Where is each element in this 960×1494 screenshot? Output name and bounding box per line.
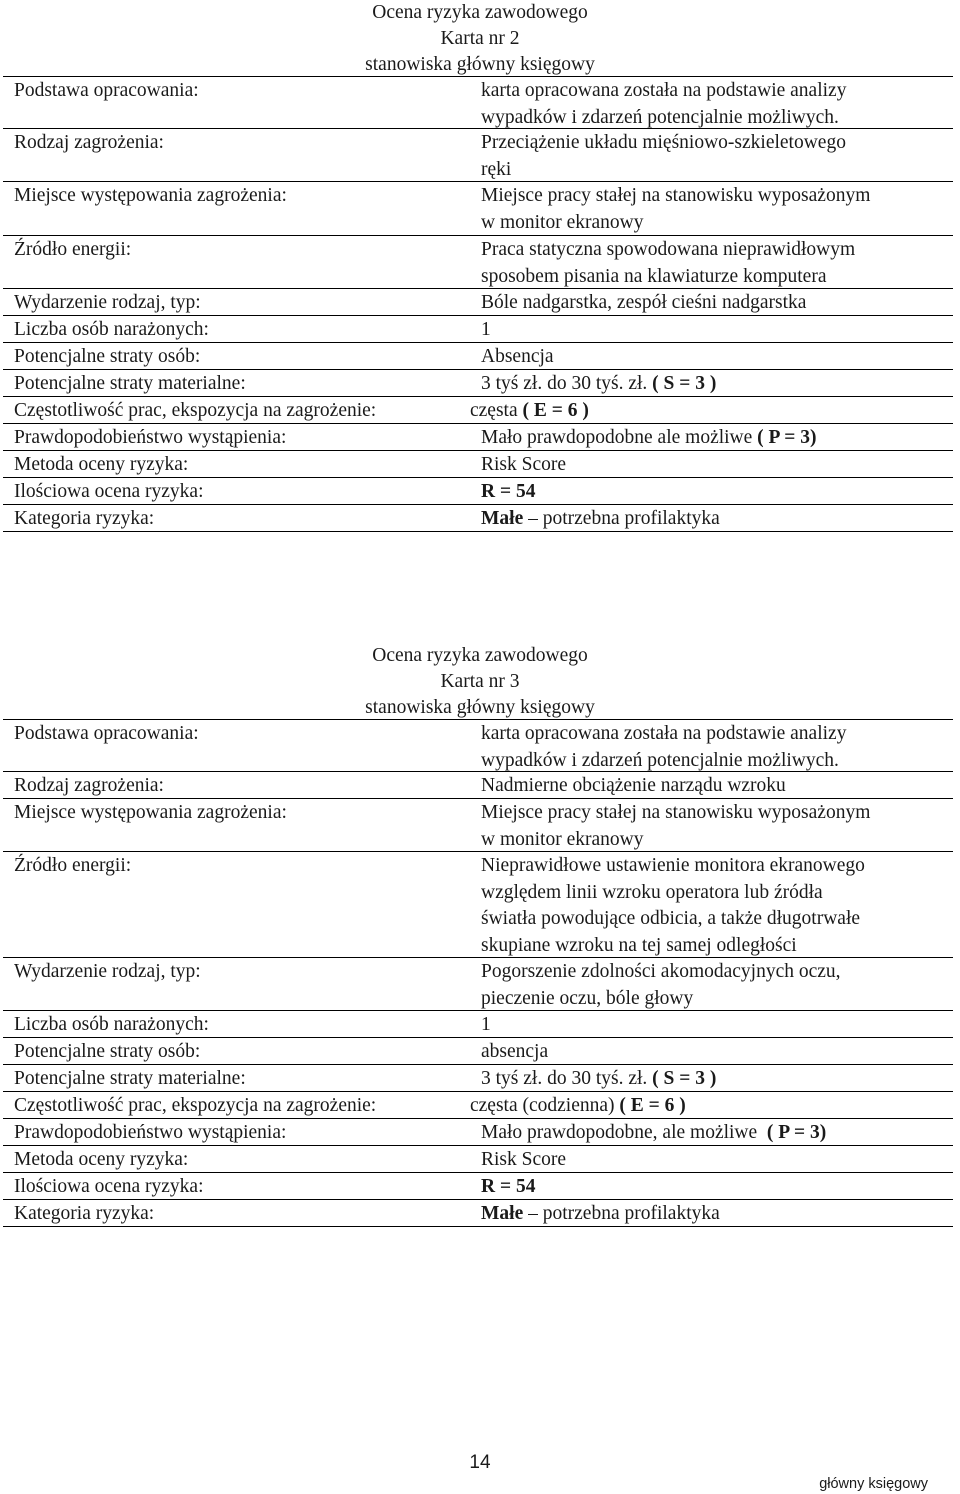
table-row — [3, 771, 953, 799]
row-value — [481, 721, 846, 774]
value-line: Praca statyczna spowodowana nieprawidłowym — [481, 239, 856, 260]
value-line: Przeciążenie układu mięśniowo-szkieletowego — [481, 132, 846, 153]
card-number: Karta nr 2 — [440, 28, 520, 49]
row-label: Ilościowa ocena ryzyka: — [14, 481, 204, 502]
table-row — [3, 181, 953, 236]
row-value — [481, 506, 720, 533]
value-text: 3 tyś zł. do 30 tyś. zł. — [481, 1068, 653, 1089]
row-label: Miejsce występowania zagrożenia: — [14, 185, 287, 206]
risk-card-2 — [0, 0, 960, 529]
table-row — [3, 396, 953, 424]
value-line: absencja — [481, 1041, 549, 1062]
table-row — [3, 504, 953, 532]
value-line: wypadków i zdarzeń potencjalnie możliwych. — [481, 749, 839, 771]
table-row — [3, 1118, 953, 1146]
table-row — [3, 76, 953, 129]
row-value — [481, 1012, 491, 1039]
table-row — [3, 342, 953, 370]
value-line: sposobem pisania na klawiaturze komputera — [481, 265, 827, 287]
value-text: częsta — [470, 400, 523, 421]
row-label: Wydarzenie rodzaj, typ: — [14, 292, 201, 313]
row-value — [481, 959, 841, 1012]
row-value — [481, 425, 816, 452]
value-bold: Małe — [481, 508, 524, 529]
row-value — [481, 1066, 716, 1093]
row-value — [481, 317, 491, 344]
value-text: Mało prawdopodobne, ale możliwe — [481, 1122, 763, 1143]
table-row — [3, 369, 953, 397]
value-line: względem linii wzroku operatora lub źródła — [481, 881, 823, 903]
value-line: karta opracowana została na podstawie analizy — [481, 723, 847, 744]
card-title-line1: Ocena ryzyka zawodowego — [372, 2, 588, 23]
risk-card-3 — [0, 643, 960, 1224]
value-bold: Małe — [481, 1203, 524, 1224]
table-row — [3, 288, 953, 316]
value-bold: ( P = 3) — [757, 427, 817, 448]
row-value — [481, 452, 566, 479]
table-bottom-border — [3, 531, 953, 532]
row-label: Metoda oceny ryzyka: — [14, 454, 189, 475]
value-bold: R = 54 — [481, 481, 536, 502]
value-line: ręki — [481, 158, 512, 180]
row-label: Metoda oceny ryzyka: — [14, 1149, 189, 1170]
row-value — [481, 1174, 535, 1201]
row-label: Ilościowa ocena ryzyka: — [14, 1176, 204, 1197]
value-line: 1 — [481, 1014, 491, 1035]
value-text: – potrzebna profilaktyka — [523, 508, 720, 529]
row-label: Kategoria ryzyka: — [14, 1203, 155, 1224]
card-position: stanowiska główny księgowy — [365, 697, 595, 718]
table-row — [3, 1037, 953, 1065]
row-value — [481, 773, 786, 800]
page-number: 14 — [469, 1452, 491, 1473]
row-value — [470, 398, 589, 425]
value-line: w monitor ekranowy — [481, 211, 644, 233]
row-value — [481, 1201, 720, 1228]
value-bold: ( E = 6 ) — [522, 400, 589, 421]
value-text: – potrzebna profilaktyka — [523, 1203, 720, 1224]
card-title — [0, 0, 960, 78]
value-line: Absencja — [481, 346, 554, 367]
table-row — [3, 315, 953, 343]
value-bold: ( S = 3 ) — [652, 373, 717, 394]
row-label: Częstotliwość prac, ekspozycja na zagrożenie: — [14, 1095, 377, 1116]
row-label: Podstawa opracowania: — [14, 80, 199, 101]
row-value — [481, 130, 846, 183]
value-line: Risk Score — [481, 454, 567, 475]
value-line: w monitor ekranowy — [481, 828, 644, 850]
row-label: Prawdopodobieństwo wystąpienia: — [14, 1122, 287, 1143]
value-bold: R = 54 — [481, 1176, 536, 1197]
table-row — [3, 128, 953, 182]
row-value — [481, 1039, 548, 1066]
row-value — [481, 1147, 566, 1174]
row-label: Podstawa opracowania: — [14, 723, 199, 744]
row-label: Liczba osób narażonych: — [14, 1014, 209, 1035]
card-title — [0, 643, 960, 721]
value-text: częsta (codzienna) — [470, 1095, 620, 1116]
value-line: pieczenie oczu, bóle głowy — [481, 987, 694, 1009]
row-value — [481, 344, 554, 371]
value-line: Pogorszenie zdolności akomodacyjnych oczu, — [481, 961, 841, 982]
value-bold: ( E = 6 ) — [619, 1095, 686, 1116]
footer-text: główny księgowy — [819, 1476, 928, 1492]
row-value — [481, 479, 535, 506]
value-line: Nadmierne obciążenie narządu wzroku — [481, 775, 786, 796]
table-row — [3, 423, 953, 451]
row-label: Potencjalne straty materialne: — [14, 1068, 246, 1089]
row-label: Rodzaj zagrożenia: — [14, 132, 164, 153]
row-value — [481, 1120, 826, 1147]
row-label: Potencjalne straty osób: — [14, 1041, 201, 1062]
card-position: stanowiska główny księgowy — [365, 54, 595, 75]
value-text: Mało prawdopodobne ale możliwe — [481, 427, 758, 448]
table-row — [3, 1172, 953, 1200]
value-line: wypadków i zdarzeń potencjalnie możliwych. — [481, 106, 839, 128]
row-label: Źródło energii: — [14, 239, 132, 260]
row-label: Rodzaj zagrożenia: — [14, 775, 164, 796]
row-value — [481, 237, 855, 290]
table-row — [3, 450, 953, 478]
row-label: Źródło energii: — [14, 855, 132, 876]
table-row — [3, 1091, 953, 1119]
row-value — [481, 290, 806, 317]
table-row — [3, 851, 953, 958]
table-row — [3, 235, 953, 289]
row-label: Częstotliwość prac, ekspozycja na zagrożenie: — [14, 400, 377, 421]
row-label: Kategoria ryzyka: — [14, 508, 155, 529]
row-value — [470, 1093, 686, 1120]
row-label: Potencjalne straty materialne: — [14, 373, 246, 394]
row-label: Prawdopodobieństwo wystąpienia: — [14, 427, 287, 448]
table-row — [3, 477, 953, 505]
value-text: 3 tyś zł. do 30 tyś. zł. — [481, 373, 653, 394]
row-value — [481, 78, 846, 131]
table-row — [3, 798, 953, 852]
table-row — [3, 1145, 953, 1173]
value-line: Risk Score — [481, 1149, 567, 1170]
value-line: 1 — [481, 319, 491, 340]
card-title-line1: Ocena ryzyka zawodowego — [372, 645, 588, 666]
table-row — [3, 1064, 953, 1092]
row-label: Miejsce występowania zagrożenia: — [14, 802, 287, 823]
value-bold: ( P = 3) — [762, 1122, 827, 1143]
value-line: Miejsce pracy stałej na stanowisku wyposażonym — [481, 802, 871, 823]
table-bottom-border — [3, 1226, 953, 1227]
row-value — [481, 183, 870, 236]
value-line: karta opracowana została na podstawie analizy — [481, 80, 847, 101]
value-bold: ( S = 3 ) — [652, 1068, 717, 1089]
row-label: Wydarzenie rodzaj, typ: — [14, 961, 201, 982]
row-label: Liczba osób narażonych: — [14, 319, 209, 340]
table-row — [3, 719, 953, 772]
value-line: Nieprawidłowe ustawienie monitora ekranowego — [481, 855, 865, 876]
row-label: Potencjalne straty osób: — [14, 346, 201, 367]
value-line: Miejsce pracy stałej na stanowisku wyposażonym — [481, 185, 871, 206]
card-number: Karta nr 3 — [440, 671, 520, 692]
row-value — [481, 853, 865, 959]
value-line: Bóle nadgarstka, zespół cieśni nadgarstka — [481, 292, 807, 313]
row-value — [481, 371, 716, 398]
table-row — [3, 957, 953, 1011]
table-row — [3, 1199, 953, 1227]
value-line: skupiane wzroku na tej samej odległości — [481, 934, 797, 956]
table-row — [3, 1010, 953, 1038]
value-line: światła powodujące odbicia, a także długotrwałe — [481, 908, 861, 929]
row-value — [481, 800, 870, 853]
